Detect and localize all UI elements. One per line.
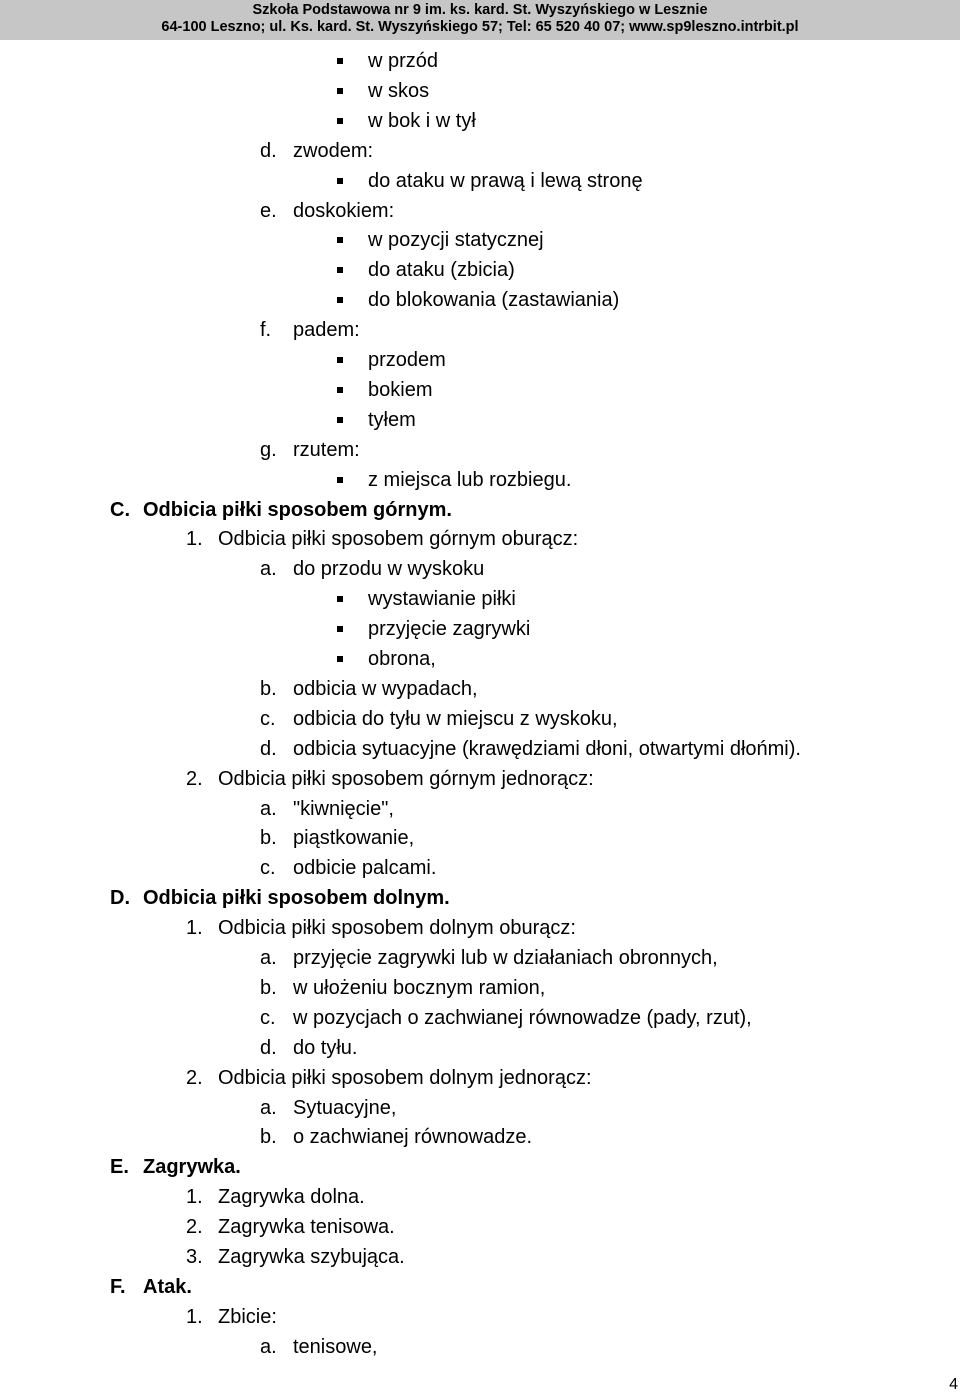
- school-name: Szkoła Podstawowa nr 9 im. ks. kard. St. Wyszyńskiego w Lesznie: [252, 2, 708, 18]
- list-marker: b.: [260, 977, 277, 999]
- outline-text: padem:: [293, 319, 360, 341]
- list-marker: a.: [260, 558, 277, 580]
- outline-text: w pozycji statycznej: [368, 229, 544, 251]
- square-bullet-icon: [337, 387, 343, 393]
- square-bullet-icon: [337, 477, 343, 483]
- square-bullet-icon: [337, 267, 343, 273]
- outline-text: Odbicia piłki sposobem górnym.: [143, 499, 452, 521]
- list-marker: 2.: [186, 1067, 203, 1089]
- list-marker: c.: [260, 1007, 276, 1029]
- outline-text: obrona,: [368, 648, 436, 670]
- list-marker: 1.: [186, 917, 203, 939]
- outline-text: do ataku w prawą i lewą stronę: [368, 170, 643, 192]
- outline-text: wystawianie piłki: [368, 588, 516, 610]
- list-marker: b.: [260, 678, 277, 700]
- list-marker: C.: [110, 499, 130, 521]
- school-address: 64-100 Leszno; ul. Ks. kard. St. Wyszyńskiego 57; Tel: 65 520 40 07; www.sp9leszno.intrbit.pl: [161, 19, 799, 35]
- outline-text: Zagrywka tenisowa.: [218, 1216, 395, 1238]
- outline-text: w przód: [368, 50, 439, 72]
- list-marker: b.: [260, 1126, 277, 1148]
- outline-text: tenisowe,: [293, 1336, 378, 1358]
- list-marker: f.: [260, 319, 272, 341]
- square-bullet-icon: [337, 237, 343, 243]
- list-marker: F.: [110, 1276, 126, 1298]
- list-marker: 2.: [186, 768, 203, 790]
- square-bullet-icon: [337, 656, 343, 662]
- outline-text: Odbicia piłki sposobem górnym jednorącz:: [218, 768, 594, 790]
- outline-text: do tyłu.: [293, 1037, 358, 1059]
- outline-text: Zagrywka dolna.: [218, 1186, 365, 1208]
- list-marker: a.: [260, 1097, 277, 1119]
- outline-text: tyłem: [368, 409, 416, 431]
- outline-text: w skos: [368, 80, 430, 102]
- list-marker: d.: [260, 1037, 277, 1059]
- outline-text: do blokowania (zastawiania): [368, 289, 620, 311]
- outline-text: odbicie palcami.: [293, 857, 437, 879]
- outline-text: w bok i w tył: [368, 110, 476, 132]
- outline-text: przyjęcie zagrywki lub w działaniach obronnych,: [293, 947, 718, 969]
- list-marker: a.: [260, 947, 277, 969]
- outline-text: odbicia sytuacyjne (krawędziami dłoni, otwartymi dłońmi).: [293, 738, 801, 760]
- square-bullet-icon: [337, 297, 343, 303]
- list-marker: 3.: [186, 1246, 203, 1268]
- list-marker: a.: [260, 1336, 277, 1358]
- outline-text: odbicia do tyłu w miejscu z wyskoku,: [293, 708, 618, 730]
- square-bullet-icon: [337, 88, 343, 94]
- list-marker: d.: [260, 140, 277, 162]
- outline-text: przyjęcie zagrywki: [368, 618, 531, 640]
- list-marker: 1.: [186, 1306, 203, 1328]
- square-bullet-icon: [337, 417, 343, 423]
- outline-text: przodem: [368, 349, 446, 371]
- outline-text: piąstkowanie,: [293, 827, 415, 849]
- outline-text: Odbicia piłki sposobem dolnym jednorącz:: [218, 1067, 592, 1089]
- outline-text: rzutem:: [293, 439, 360, 461]
- school-header: [0, 0, 960, 40]
- square-bullet-icon: [337, 118, 343, 124]
- outline-text: do ataku (zbicia): [368, 259, 515, 281]
- outline-text: doskokiem:: [293, 200, 395, 222]
- outline-text: zwodem:: [293, 140, 374, 162]
- square-bullet-icon: [337, 626, 343, 632]
- list-marker: E.: [110, 1156, 129, 1178]
- page-number: 4: [949, 1376, 958, 1393]
- outline-text: do przodu w wyskoku: [293, 558, 485, 580]
- outline-text: z miejsca lub rozbiegu.: [368, 469, 572, 491]
- list-marker: 1.: [186, 1186, 203, 1208]
- list-marker: 1.: [186, 528, 203, 550]
- outline-text: Sytuacyjne,: [293, 1097, 397, 1119]
- outline-text: bokiem: [368, 379, 433, 401]
- list-marker: g.: [260, 439, 277, 461]
- outline-text: Zagrywka szybująca.: [218, 1246, 405, 1268]
- list-marker: b.: [260, 827, 277, 849]
- outline-text: Odbicia piłki sposobem dolnym oburącz:: [218, 917, 576, 939]
- list-marker: c.: [260, 857, 276, 879]
- outline-text: o zachwianej równowadze.: [293, 1126, 533, 1148]
- list-marker: 2.: [186, 1216, 203, 1238]
- square-bullet-icon: [337, 58, 343, 64]
- outline-text: Zagrywka.: [143, 1156, 241, 1178]
- outline-text: w pozycjach o zachwianej równowadze (pady, rzut),: [293, 1007, 752, 1029]
- list-marker: d.: [260, 738, 277, 760]
- list-marker: D.: [110, 887, 130, 909]
- square-bullet-icon: [337, 357, 343, 363]
- list-marker: c.: [260, 708, 276, 730]
- outline-text: Odbicia piłki sposobem górnym oburącz:: [218, 528, 579, 550]
- square-bullet-icon: [337, 596, 343, 602]
- outline-text: odbicia w wypadach,: [293, 678, 478, 700]
- outline-text: w ułożeniu bocznym ramion,: [293, 977, 546, 999]
- list-marker: e.: [260, 200, 277, 222]
- outline-text: "kiwnięcie",: [293, 798, 394, 820]
- square-bullet-icon: [337, 178, 343, 184]
- list-marker: a.: [260, 798, 277, 820]
- outline-text: Zbicie:: [218, 1306, 277, 1328]
- outline-text: Odbicia piłki sposobem dolnym.: [143, 887, 450, 909]
- outline-text: Atak.: [143, 1276, 192, 1298]
